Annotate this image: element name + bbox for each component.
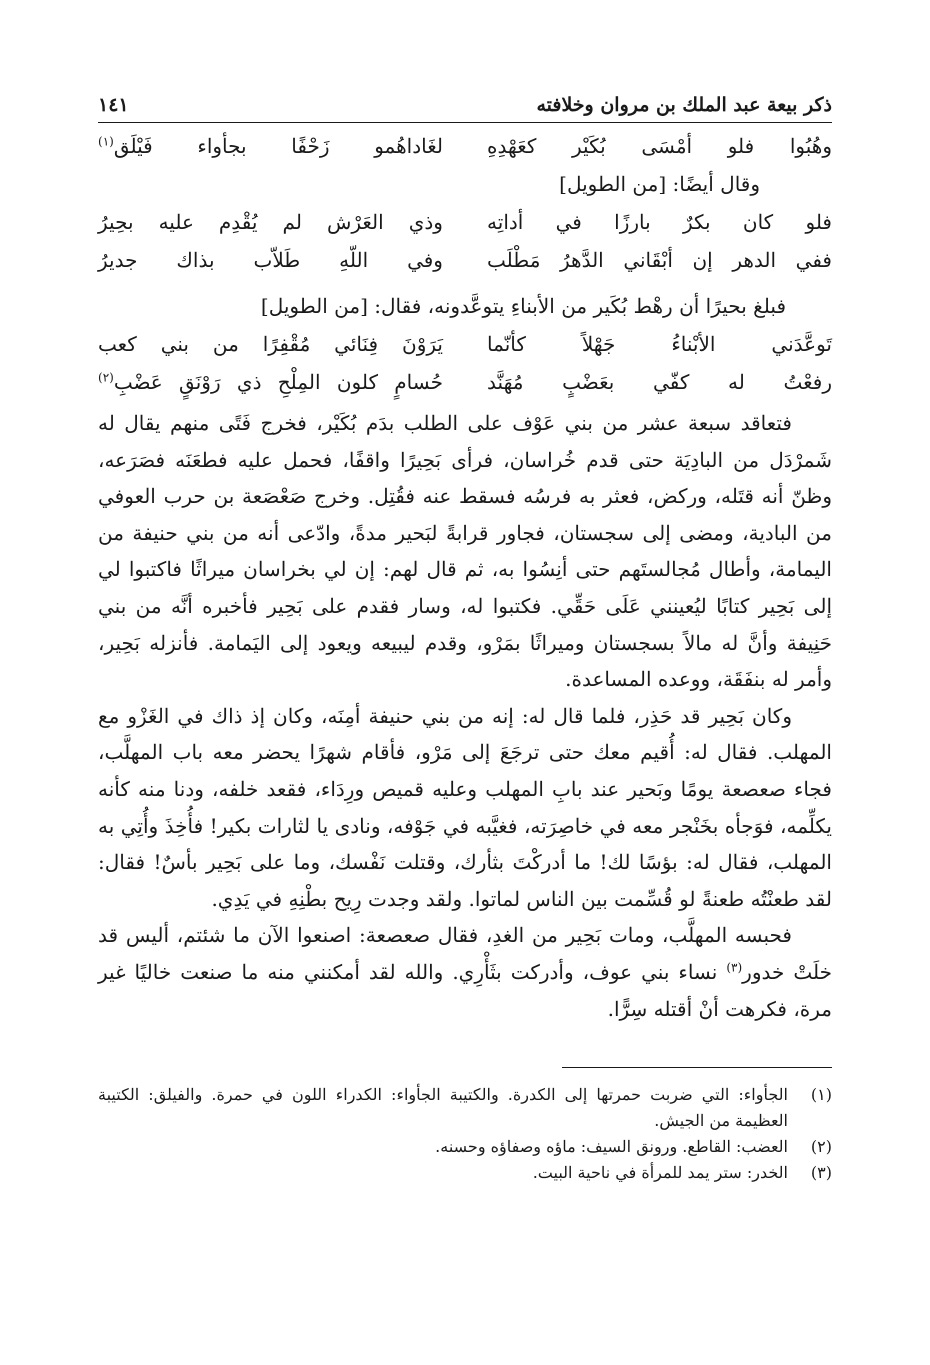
verse-first-hemistich: تَوعَّدَني الأبْناءُ جَهْلاً كأنّما xyxy=(487,332,832,356)
footnote xyxy=(98,1134,832,1160)
verse-second-hemistich: وفي اللّهِ طَلاّب بذاك جديرُ xyxy=(98,248,443,272)
poem-verse xyxy=(98,127,832,165)
verse-second-hemistich: حُسامٍ كلون المِلْحِ ذي رَوْنَقٍ عَضْبِ$^{(٢)}$ xyxy=(98,370,443,394)
footnote-text: الجأواء: التي ضربت حمرتها إلى الكدرة. والكتيبة الجأواء: الكدراء اللون في حمرة. والفيلق: الكتيبة العظيمة من الجيش. xyxy=(98,1085,788,1131)
footnote-ref: (٣) xyxy=(726,960,743,975)
verse-second-hemistich: وذي العَرْش لم يُقْدِم عليه بحِيرُ xyxy=(98,210,443,234)
footnote-number: (٢) xyxy=(810,1137,832,1157)
body-paragraph: وكان بَحِير قد حَذِر، فلما قال له: إنه من بني حنيفة أمِنَه، وكان إذ ذاك في الغَزْو مع المهلب. فقال له: أُقيم معك حتى ترجَعَ إلى مَرْو، فأقام شهرًا يحضر معه باب المهلَّب، فجاء صعصعة يومًا وبَحير عند بابِ المهلب وعليه قميص ورِدَاء، فقعد خلفه، ودنا منه كأنه يكلِّمه، فوَجأه بخَنْجر معه في خاصِرَته، فغيَّبه في جَوْفه، ونادى يا لثارات بكير! فأُخِذَ وأُتِي به المهلب، فقال له: بؤسًا لك! ما أدركْتَ بثأرك، وقتلت نَفْسك، وما على بَحِير بأسٌ! فقال: لقد طعنْتُه طعنةً لو قُسِّمت بين الناس لماتوا. ولقد وجدت رِيح بطْنِهِ في يَدِي. xyxy=(98,703,832,911)
footnotes xyxy=(98,1082,832,1186)
footnote xyxy=(98,1082,832,1134)
footnote-ref: (٢) xyxy=(98,370,114,385)
footnote xyxy=(98,1160,832,1186)
book-page xyxy=(98,86,832,1186)
verse-second-hemistich: لغَاداهُمو زَحْفًا بجأواء فَيْلَق$^{(١)}$ xyxy=(98,134,443,158)
poem-intro: وقال أيضًا: [من الطويل] xyxy=(559,172,760,196)
footnote-divider xyxy=(562,1067,832,1068)
footnote-ref: (١) xyxy=(98,134,114,149)
running-header xyxy=(98,86,832,123)
poem-intro: فبلغ بحيرًا أن رهْط بُكَير من الأبناءِ يتوعَّدونه، فقال: [من الطويل] xyxy=(260,294,786,318)
verse-first-hemistich: وهُبُوا فلو أمْسَى بُكَيْر كعَهْدِهِ xyxy=(487,134,832,158)
footnote-text: الخدر: ستر يمد للمرأة في ناحية البيت. xyxy=(532,1163,788,1183)
footnote-text: العضب: القاطع. ورونق السيف: ماؤه وصفاؤه وحسنه. xyxy=(435,1137,788,1157)
poem-verse xyxy=(98,241,832,279)
poem-verse xyxy=(98,325,832,363)
verse-first-hemistich: فلو كان بكرٌ بارزًا في أداتِه xyxy=(487,210,832,234)
footnote-number: (١) xyxy=(810,1085,832,1105)
page-number: ١٤١ xyxy=(98,94,129,116)
verse-first-hemistich: ففي الدهر إن أبْقَاني الدَّهرُ مَطْلَب xyxy=(487,248,832,272)
chapter-title: ذكر بيعة عبد الملك بن مروان وخلافته xyxy=(536,94,832,116)
footnote-number: (٣) xyxy=(810,1163,832,1183)
verse-second-hemistich: يَرَوْنَ فِنَائي مُقْفِرًا من بني كعب xyxy=(98,332,443,356)
poem-verse xyxy=(98,363,832,401)
poem-verse xyxy=(98,203,832,241)
verse-first-hemistich: رفعْتُ له كفّي بعَضْبٍ مُهَنَّد xyxy=(487,370,832,394)
body-paragraph: فتعاقد سبعة عشر من بني عَوْف على الطلب بدَم بُكَيْر، فخرج فَتًى منهم يقال له شَمرْدَل من البادِيَة حتى قدم خُراسان، فرأى بَحِيرًا واقفًا، فحمل عليه فطعَنَه فصَرَعه، وظنّ أنه قتَله، وركض، فعثر به فرسُه فسقط عنه فقُتِل. وخرج صَعْصَعة بن حرب العوفي من البادية، ومضى إلى سجستان، فجاور قرابةً لبَحير مدةً، وادّعى أنه من بني حنيفة من اليمامة، وأطال مُجالستَهم حتى أنِسُوا به، ثم قال لهم: إن لي بخراسان ميراثًا فاكتبوا لي إلى بَحِير كتابًا ليُعينني عَلَى حَقِّي. فكتبوا له، وسار فقدم على بَحِير فأخبره أنَّه من بني حَنِيفة وأنَّ له مالاً بسجستان وميراثًا بمَرْو، وقدم ليبيعه ويعود إلى اليَمامة. فأنزله بَحِير، وأمر له بنفَقَة، ووعده المساعدة. xyxy=(98,411,832,692)
body-paragraph: فحبسه المهلَّب، ومات بَحِير من الغدِ، فقال صعصعة: اصنعوا الآن ما شئتم، أليس قد خلَتْ خدور$^{(٣)}$ نساء بني عوف، وأدركت بثَأْرِي. والله لقد أمكنني منه ما صنعت خاليًا غير مرة، فكرهت أنْ أقتله سِرًّا. xyxy=(98,923,832,1021)
